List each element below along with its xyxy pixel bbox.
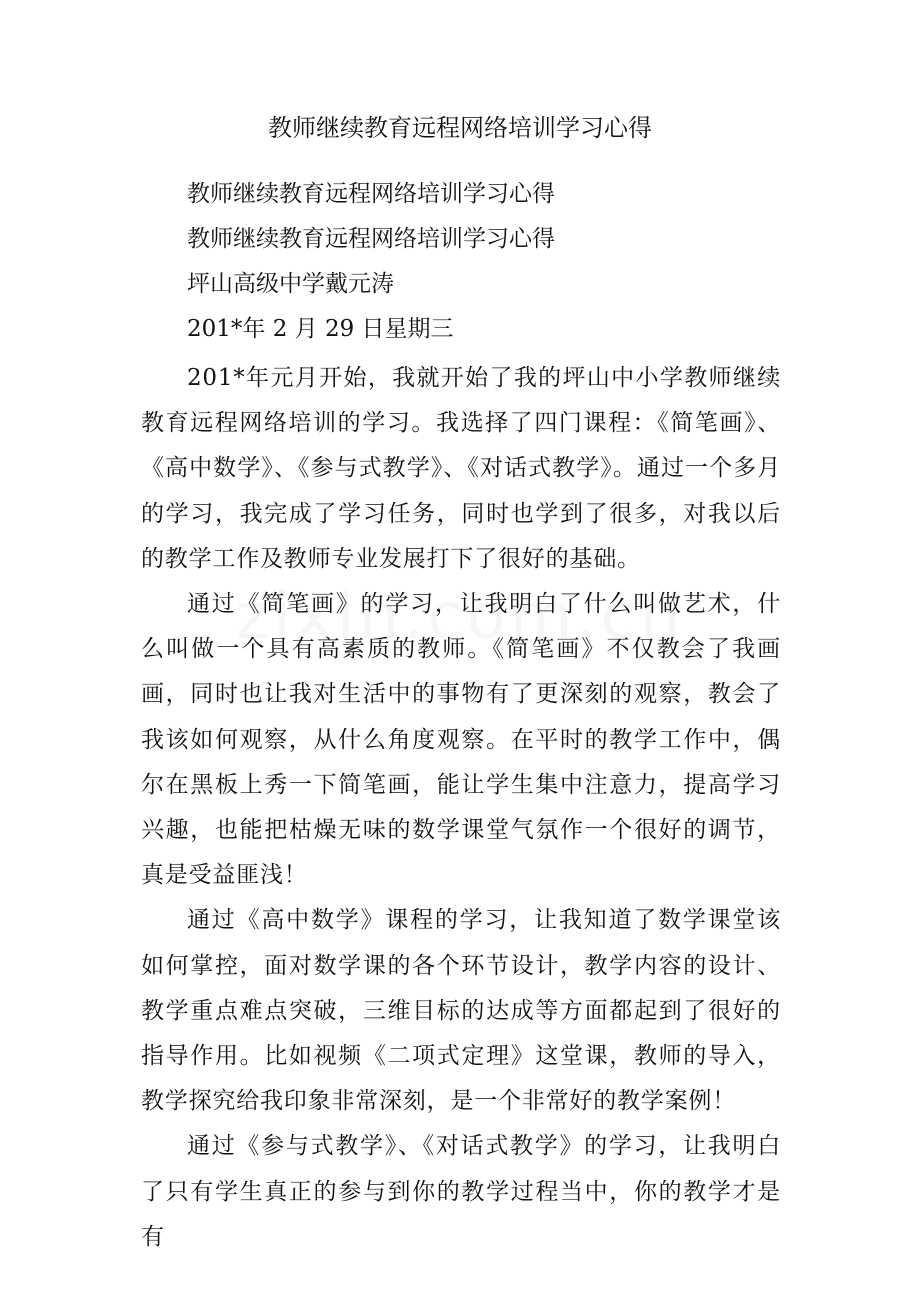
document-title: 教师继续教育远程网络培训学习心得 (268, 114, 652, 142)
paragraph-math-course: 通过《高中数学》课程的学习，让我知道了数学课堂该如何掌控，面对数学课的各个环节设计，教学内容的设计、教学重点难点突破，三维目标的达成等方面都起到了很好的指导作用。比如视频《二项式定理》这堂课，教师的导入，教学探究给我印象非常深刻，是一个非常好的教学案例！ (141, 907, 781, 1115)
body-text (141, 356, 781, 1260)
paragraph-participatory-course: 通过《参与式教学》、《对话式教学》的学习，让我明白了只有学生真正的参与到你的教学过程当中，你的教学才是有 (141, 1133, 781, 1250)
paragraph-sketch-course: 通过《简笔画》的学习，让我明白了什么叫做艺术，什么叫做一个具有高素质的教师。《简笔画》不仅教会了我画画，同时也让我对生活中的事物有了更深刻的观察，教会了我该如何观察，从什么角度观察。在平时的教学工作中，偶尔在黑板上秀一下简笔画，能让学生集中注意力，提高学习兴趣，也能把枯燥无味的数学课堂气氛作一个很好的调节，真是受益匪浅！ (141, 591, 781, 889)
date-line: 201*年 2 月 29 日星期三 (187, 316, 454, 342)
author-line: 坪山高级中学戴元涛 (187, 271, 394, 297)
paragraph-intro: 201*年元月开始，我就开始了我的坪山中小学教师继续教育远程网络培训的学习。我选择了四门课程：《简笔画》、《高中数学》、《参与式教学》、《对话式教学》。通过一个多月的学习，我完成了学习任务，同时也学到了很多，对我以后的教学工作及教师专业发展打下了很好的基础。 (141, 365, 781, 572)
subtitle-line-repeat: 教师继续教育远程网络培训学习心得 (187, 226, 555, 252)
subtitle-line: 教师继续教育远程网络培训学习心得 (187, 181, 555, 207)
